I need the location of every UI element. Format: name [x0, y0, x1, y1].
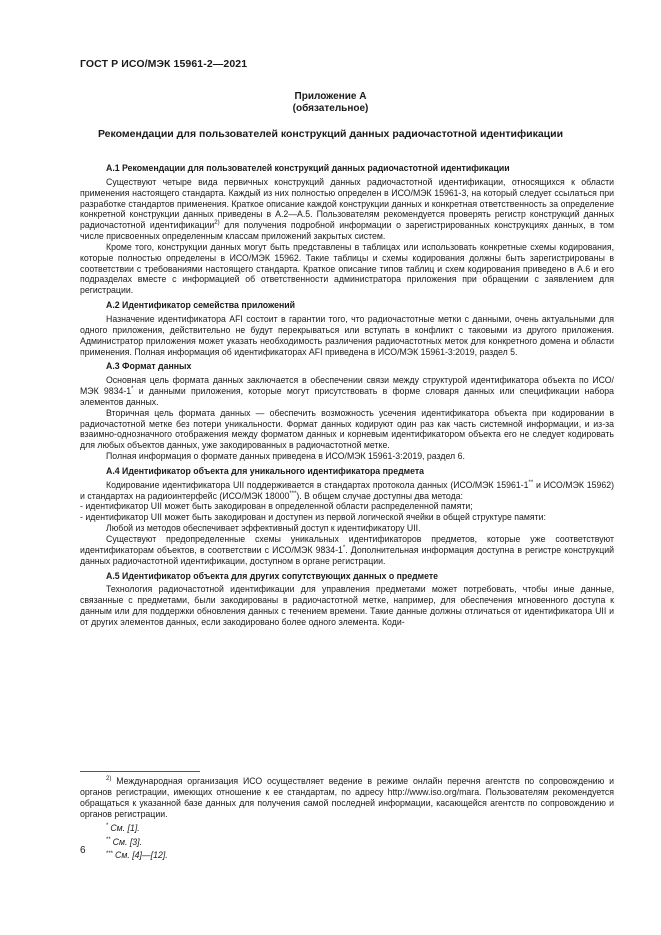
section-a4-paragraph-3	[80, 534, 614, 567]
section-a2-paragraph-1: Назначение идентификатора AFI состоит в гарантии того, что радиочастотные метки с данными, очень актуальными для одного приложения, действительно не будут перекрываться или вступать в конфликт с таковыми из другого приложения. Администратор приложения может указать необходимость различения радиочастотных меток для конкретного домена и области применения. Полная информация об идентификаторах AFI приведена в ИСО/МЭК 15961-3:2019, раздел 5.	[80, 313, 614, 357]
list-item: - идентификатор UII может быть закодирован и доступен из первой логической ячейки в общей структуре памяти:	[80, 512, 546, 523]
footnote-2	[80, 776, 614, 820]
footnote-marker: *	[131, 386, 134, 393]
footnote-marker: 2)	[214, 220, 220, 227]
document-header-code: ГОСТ Р ИСО/МЭК 15961-2—2021	[80, 58, 248, 70]
section-heading-a5: А.5 Идентификатор объекта для других сопутствующих данных о предмете	[106, 570, 439, 581]
reference-footnote-3	[80, 850, 614, 861]
appendix-title: Приложение А	[294, 91, 367, 102]
reference-text: См. [3].	[112, 836, 143, 847]
footnote-marker: *	[106, 822, 109, 829]
section-a3-paragraph-1	[80, 375, 614, 408]
main-heading: Рекомендации для пользователей конструкций данных радиочастотной идентификации	[97, 128, 564, 140]
reference-footnote-1	[80, 823, 614, 834]
text-run: Существуют четыре вида первичных конструкций данных радиочастотной идентификации, относящихся к области применения настоящего стандарта. Каждый из них полностью определен в ИСО/МЭК 15961-3, на который следует ссылаться при разработке стандартов применения. Краткое описание каждой конструкции данных и конкретная ответственность за определение конкретной конструкции данных приведены в А.2—А.5. Пользователям рекомендуется проверять регистр конструкций данных радиочастотной идентификации	[80, 176, 614, 231]
text-run: Существуют предопределенные схемы уникальных идентификаторов предметов, которые уже соответствуют идентификаторам объектов, в соответствии с ИСО/МЭК 9834-1	[80, 534, 614, 555]
footnotes-block	[80, 771, 614, 861]
reference-text: См. [4]—[12].	[115, 850, 168, 861]
footnote-marker: ***	[289, 490, 297, 497]
footnote-2-text	[80, 776, 614, 820]
footnote-marker: ***	[106, 850, 114, 857]
appendix-title-block	[0, 91, 661, 115]
footnote-marker: 2)	[106, 776, 112, 783]
section-a4-paragraph-2: Любой из методов обеспечивает эффективный доступ к идентификатору UII.	[106, 523, 421, 534]
appendix-status: (обязательное)	[292, 103, 369, 114]
section-heading-a2: А.2 Идентификатор семейства приложений	[106, 300, 296, 311]
section-heading-a1: А.1 Рекомендации для пользователей конструкций данных радиочастотной идентификации	[106, 163, 510, 173]
text-run: и ИСО/МЭК 15962) и стандартах на радиоинтерфейс (ИСО/МЭК 18000	[80, 479, 614, 501]
footnote-divider	[80, 771, 200, 772]
footnote-marker: *	[342, 544, 346, 551]
section-a1-paragraph-2: Кроме того, конструкции данных могут быть представлены в таблицах или использовать конкретные схемы кодирования, которые полностью определены в ИСО/МЭК 15962. Такие таблицы и схемы кодирования должны быть зарегистрированы в соответствии с требованиями настоящего стандарта. Краткое описание типов таблиц и схем кодирования приведено в А.6 и его подразделах вместе с информацией об ответственности администратора приложения при обращении с заявлением для регистрации.	[80, 241, 614, 296]
section-a4-paragraph-1	[80, 480, 614, 502]
text-run: Кодирование идентификатора UII поддерживается в стандартах протокола данных (ИСО/МЭК 15961-1	[106, 479, 529, 490]
text-run: для получения подробной информации о зарегистрированных конструкциях данных, в том числе присвоенных определенным классам приложений закрытых систем.	[80, 220, 614, 242]
section-a5-paragraph-1: Технология радиочастотной идентификации для управления предметами может потребовать, чтобы иные данные, связанные с предметами, были закодированы в радиочастотной метке, например, для обеспечения мгновенного доступа к данным или для поддержки обновления данных с течением времени. Такие данные должны отличаться от идентификатора UII и от других элементов данных, если закодировано более одного элемента. Коди-	[80, 584, 614, 627]
text-run: и данными приложения, которые могут присутствовать в форме словаря данных или спецификации набора элементов данных.	[80, 386, 614, 407]
reference-text: См. [1].	[110, 822, 140, 833]
reference-footnote-2	[80, 837, 614, 848]
section-a3-paragraph-2: Вторичная цель формата данных — обеспечить возможность усечения идентификатора объекта при кодировании в радиочастотной метке без потери уникальности. Формат данных кодируют один раз как часть системной информации, и из-за взаимно-однозначного отображения между форматом данных и корневым идентификатором объекта его не следует кодировать для любых объектов данных, уже закодированных в радиочастотной метке.	[80, 407, 614, 451]
footnote-marker: **	[106, 836, 111, 843]
text-run: . Дополнительная информация доступна в регистре конструкций данных радиочастотной идентификации, доступном в органе регистрации.	[80, 544, 614, 566]
footnote-marker: **	[528, 479, 534, 486]
section-heading-a4: А.4 Идентификатор объекта для уникального идентификатора предмета	[106, 465, 425, 476]
document-body	[80, 159, 614, 628]
section-heading-a3: А.3 Формат данных	[106, 361, 192, 372]
text-run: Основная цель формата данных заключается в обеспечении связи между структурой идентификатора объекта по ИСО/МЭК 9834-1	[80, 375, 614, 397]
section-a1-paragraph-1	[80, 177, 614, 242]
text-run: ). В общем случае доступны два метода:	[296, 490, 463, 501]
text-run: Международная организация ИСО осуществляет ведение в режиме онлайн перечня агентств по сопровождению и органов регистрации, имеющих отношение к ее стандартам, по адресу http://www.iso.org/mara. Пользователям рекомендуется обращаться к указанной базе данных для получения самой последней информации, касающейся агентств по сопровождению и органов регистрации.	[80, 776, 614, 819]
list-item: - идентификатор UII может быть закодирован в определенной области распределенной памяти;	[80, 501, 473, 512]
page-number: 6	[80, 845, 86, 856]
section-a3-paragraph-3: Полная информация о формате данных приведена в ИСО/МЭК 15961-3:2019, раздел 6.	[106, 451, 465, 462]
